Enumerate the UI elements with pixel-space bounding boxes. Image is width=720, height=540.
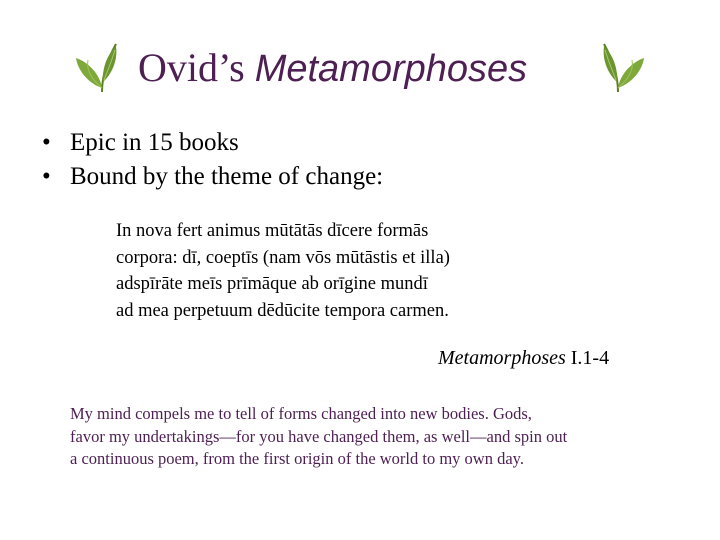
poem-line: ad mea perpetuum dēdūcite tempora carmen. bbox=[116, 300, 449, 321]
translation-line: favor my undertakings—for you have changed them, as well—and spin out bbox=[70, 426, 568, 446]
title-row bbox=[0, 38, 720, 98]
citation bbox=[438, 344, 609, 372]
translation-line: a continuous poem, from the first origin of the world to my own day. bbox=[70, 449, 524, 468]
citation-ref: I.1-4 bbox=[565, 347, 610, 369]
olive-sprig-icon bbox=[72, 38, 124, 94]
poem-line: In nova fert animus mūtātās dīcere formās bbox=[116, 221, 429, 241]
bullet-item bbox=[42, 126, 383, 160]
bullet-marker: • bbox=[42, 163, 51, 190]
olive-sprig-icon bbox=[596, 38, 648, 94]
translation-line: My mind compels me to tell of forms changed into new bodies. Gods, bbox=[70, 404, 532, 423]
bullet-list bbox=[42, 126, 383, 194]
bullet-item bbox=[42, 160, 383, 194]
latin-quotation bbox=[116, 218, 450, 324]
bullet-text: Epic in 15 books bbox=[70, 129, 239, 156]
citation-work: Metamorphoses bbox=[438, 347, 566, 369]
poem-line: adspīrāte meīs prīmāque ab orīgine mundī bbox=[116, 274, 428, 294]
page-title bbox=[138, 42, 527, 95]
title-italic: Metamorphoses bbox=[254, 48, 528, 90]
title-plain: Ovid’s bbox=[138, 45, 255, 90]
english-translation bbox=[70, 403, 690, 471]
bullet-marker: • bbox=[42, 129, 51, 156]
poem-line: corpora: dī, coeptīs (nam vōs mūtāstis et illa) bbox=[116, 247, 450, 268]
bullet-text: Bound by the theme of change: bbox=[70, 163, 384, 190]
